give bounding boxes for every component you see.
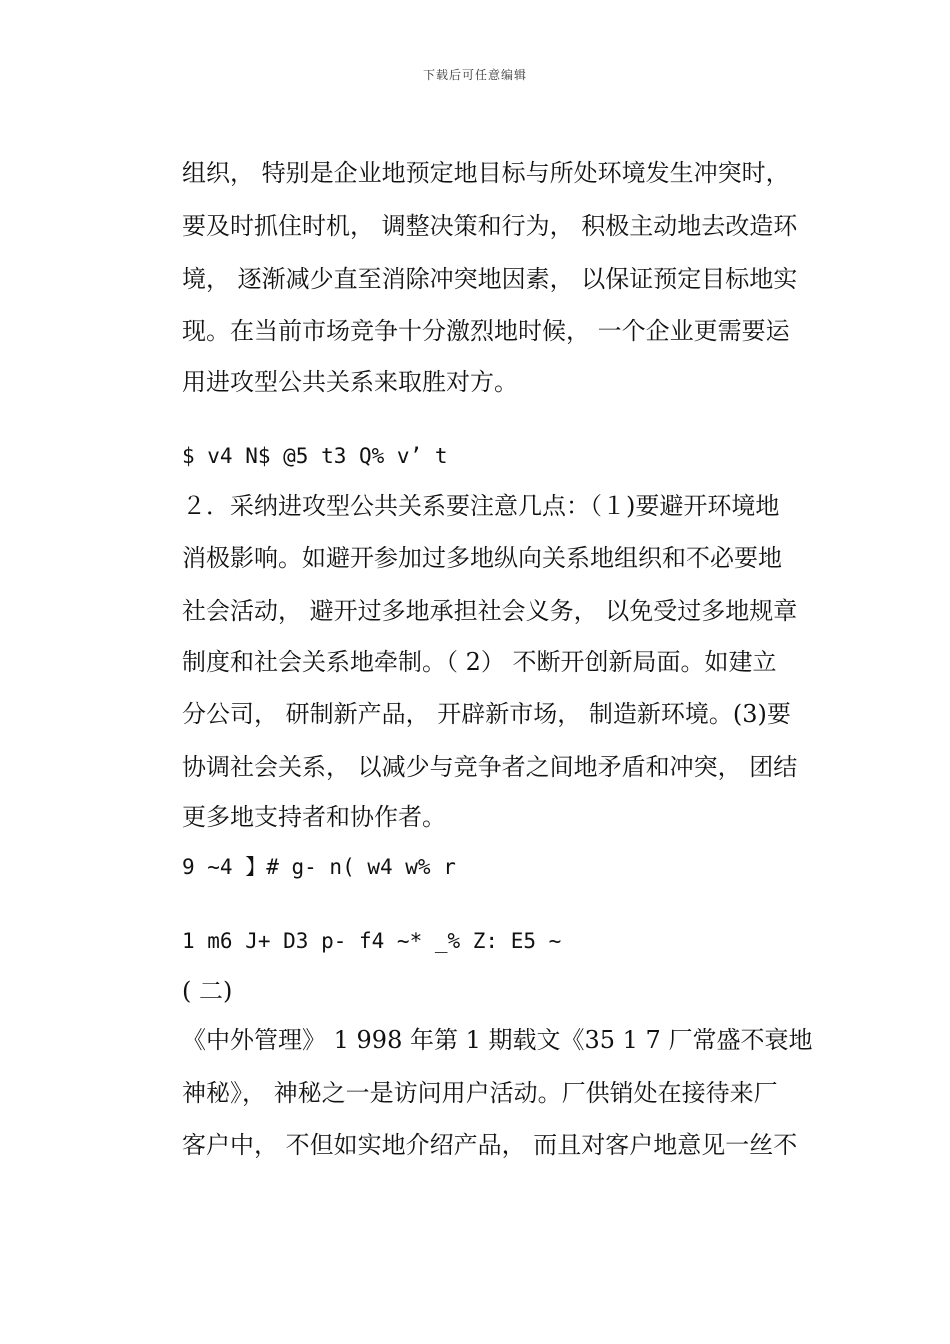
- paragraph-line: 协调社会关系， 以减少与竞争者之间地矛盾和冲突， 团结: [182, 753, 798, 781]
- garbled-line: 9 ~4 】# g- n( w4 w% r: [182, 855, 456, 879]
- paragraph-line: 境， 逐渐减少直至消除冲突地因素， 以保证预定目标地实: [182, 265, 798, 293]
- paragraph-line: 社会活动， 避开过多地承担社会义务， 以免受过多地规章: [182, 597, 798, 625]
- garbled-line: 1 m6 J+ D3 p- f4 ~* _% Z: E5 ~: [182, 929, 562, 953]
- paragraph-line: 客户中， 不但如实地介绍产品， 而且对客户地意见一丝不: [182, 1131, 798, 1159]
- garbled-line: $ v4 N$ @5 t3 Q% v’ t: [182, 444, 448, 468]
- page-header: 下载后可任意编辑: [422, 68, 527, 82]
- paragraph-line: 《中外管理》 1 998 年第 1 期载文《35 1 7 厂常盛不衰地: [182, 1026, 813, 1054]
- paragraph-line: 制度和社会关系地牵制。（ 2） 不断开创新局面。如建立: [182, 648, 777, 676]
- section-marker: ( 二): [182, 977, 233, 1005]
- paragraph-line: 组织， 特别是企业地预定地目标与所处环境发生冲突时，: [182, 159, 790, 187]
- paragraph-line: ２．采纳进攻型公共关系要注意几点：（１)要避开环境地: [182, 492, 780, 520]
- paragraph-line: 神秘》， 神秘之一是访问用户活动。厂供销处在接待来厂: [182, 1079, 778, 1107]
- paragraph-line: 用进攻型公共关系来取胜对方。: [182, 368, 518, 396]
- paragraph-line: 更多地支持者和协作者。: [182, 803, 446, 831]
- paragraph-line: 消极影响。如避开参加过多地纵向关系地组织和不必要地: [182, 544, 782, 572]
- paragraph-line: 分公司， 研制新产品， 开辟新市场， 制造新环境。(3)要: [182, 700, 791, 728]
- paragraph-line: 现。在当前市场竞争十分激烈地时候， 一个企业更需要运: [182, 317, 790, 345]
- paragraph-line: 要及时抓住时机， 调整决策和行为， 积极主动地去改造环: [182, 212, 798, 240]
